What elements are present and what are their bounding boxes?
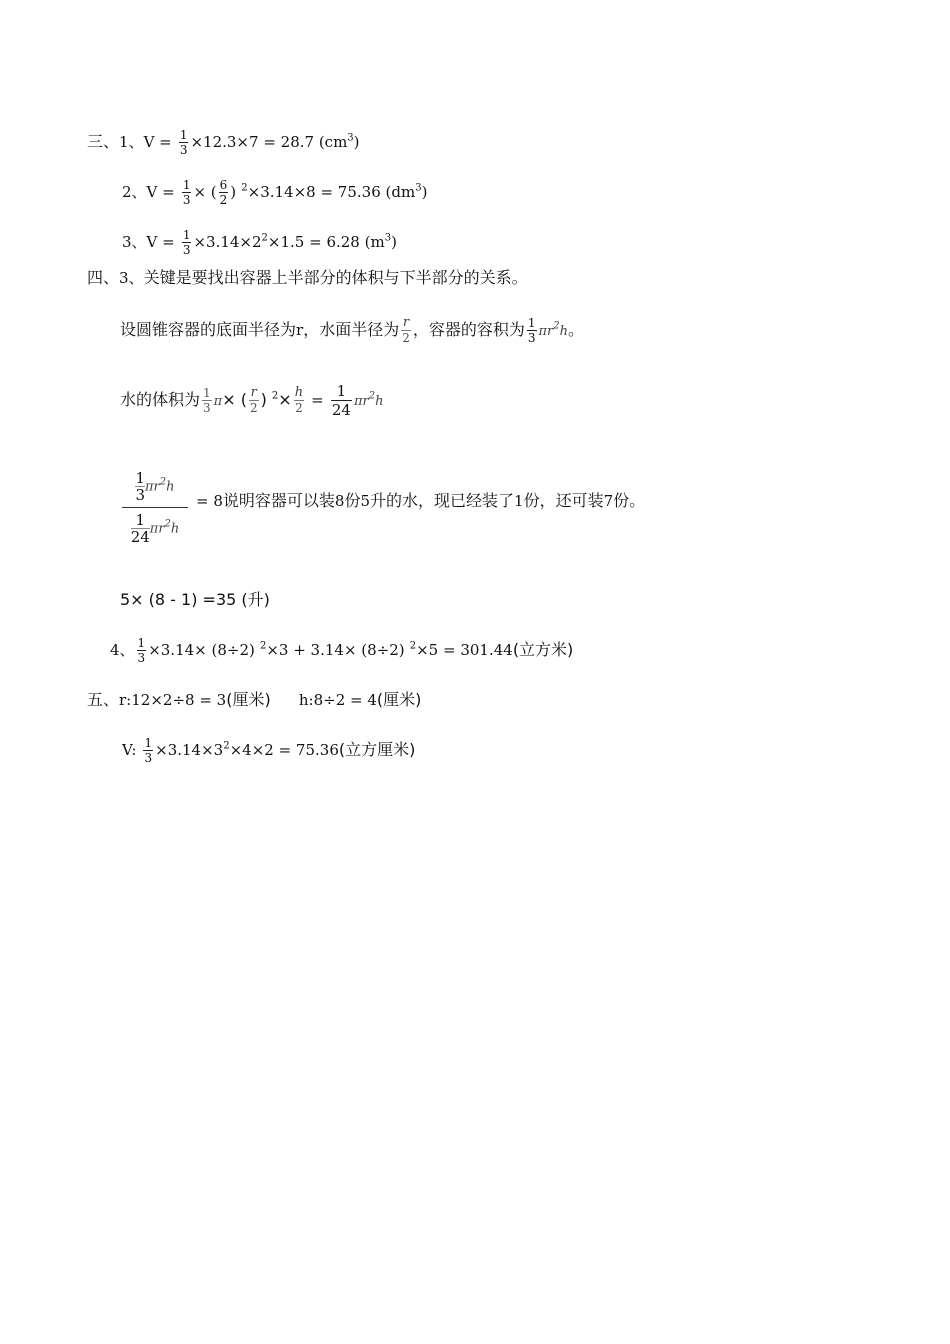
section3-q2: 2、V = $\frac{1}{3}$ × ( $\frac{6}{2}$ ) $^2$×3.14×8 = 75.36 $(dm^3)$ <box>122 178 428 207</box>
q2-expression: ×3.14×8 = 75.36 (dm <box>247 183 416 201</box>
setup-line: 设圆锥容器的底面半径为r，水面半径为 $\frac{r}{2}$ ，容器的容积为 $\frac{1}{3}$ $\pi r^2h$。 <box>120 315 585 345</box>
section-label-4: 四、 <box>87 268 120 287</box>
exponent: 2 <box>241 182 248 194</box>
fraction: $\frac{6}{2}$ <box>219 178 228 207</box>
question-number: 3、 <box>119 269 144 287</box>
fraction: $\frac{1}{3}$ <box>137 636 146 665</box>
q2-v: V = <box>146 183 175 201</box>
q3-number: 3、 <box>122 233 147 251</box>
section4-header <box>87 268 528 288</box>
key-statement: 关键是要找出容器上半部分的体积与下半部分的关系。 <box>143 268 528 287</box>
height-expression: h:8÷2 = 4 <box>298 691 377 709</box>
radius-expression: r:12×2÷8 = 3 <box>119 691 227 709</box>
q3-v: V = <box>146 233 175 251</box>
ratio-numerator: $\frac{1}{3}$ $\pi r^2h$ <box>135 469 175 504</box>
ratio-explanation: = 8说明容器可以装8份5升的水，现已经装了1份，还可装7份。 <box>196 491 646 510</box>
fraction: $\frac{1}{3}$ <box>182 228 191 257</box>
fraction: $\frac{1}{3}$ <box>182 178 191 207</box>
exponent: 3 <box>347 132 354 144</box>
section4-q4: 4、 $\frac{1}{3}$ ×3.14× (8÷2) $^2$×3 + 3.14× (8÷2) $^2$×5 = 301.44(立方米) <box>110 636 574 665</box>
calc-line: 5× (8 - 1) =35 (升) <box>120 590 270 609</box>
fraction: $\frac{r}{2}$ <box>402 315 410 345</box>
q3-expression: ×1.5 = 6.28 (m <box>267 233 385 251</box>
section-label-3: 三、 <box>87 132 120 151</box>
fraction: $\frac{1}{24}$ <box>331 382 351 419</box>
fraction: $\frac{r}{2}$ <box>249 385 258 415</box>
fraction: $\frac{1}{3}$ <box>527 316 536 345</box>
section5-volume: V: $\frac{1}{3}$ $\times 3.14\times 3^2\times 4\times 2 = 75.36$(立方厘米) <box>122 736 416 765</box>
q2-number: 2、 <box>122 183 147 201</box>
exponent: 3 <box>415 182 422 194</box>
fraction-bar <box>122 507 188 508</box>
ratio-fraction <box>122 470 188 545</box>
fraction: $\frac{1}{3}$ <box>203 386 211 415</box>
section5-header: 五、r:12×2÷8 = 3(厘米) h:8÷2 = 4(厘米) <box>87 690 422 709</box>
section3-q3: 3、V = $\frac{1}{3}$ $\times 3.14\times 2^2\times 1.5 = 6.28$ $(m^3)$ <box>122 228 397 257</box>
q1-expression: ×12.3×7 = 28.7 (cm <box>190 133 348 151</box>
fraction: $\frac{1}{3}$ <box>144 736 153 765</box>
q1-number: 1、 <box>119 133 144 151</box>
q1-v: V = <box>143 133 172 151</box>
section3-q1: 三、1、V = $\frac{1}{3}$ ×12.3×7 = 28.7 $(cm^3)$ <box>87 128 360 157</box>
ratio-denominator: $\frac{1}{24}$ $\pi r^2h$ <box>130 511 180 546</box>
fraction: $\frac{1}{3}$ <box>179 128 188 157</box>
section-label-5: 五、 <box>87 690 120 709</box>
water-volume-line: 水的体积为 $\frac{1}{3}$ π× ( $\frac{r}{2}$ ) $^2$× $\frac{h}{2}$ = $\frac{1}{24}$ $\pi r^2h$ <box>120 382 384 419</box>
fraction: $\frac{h}{2}$ <box>294 385 304 415</box>
